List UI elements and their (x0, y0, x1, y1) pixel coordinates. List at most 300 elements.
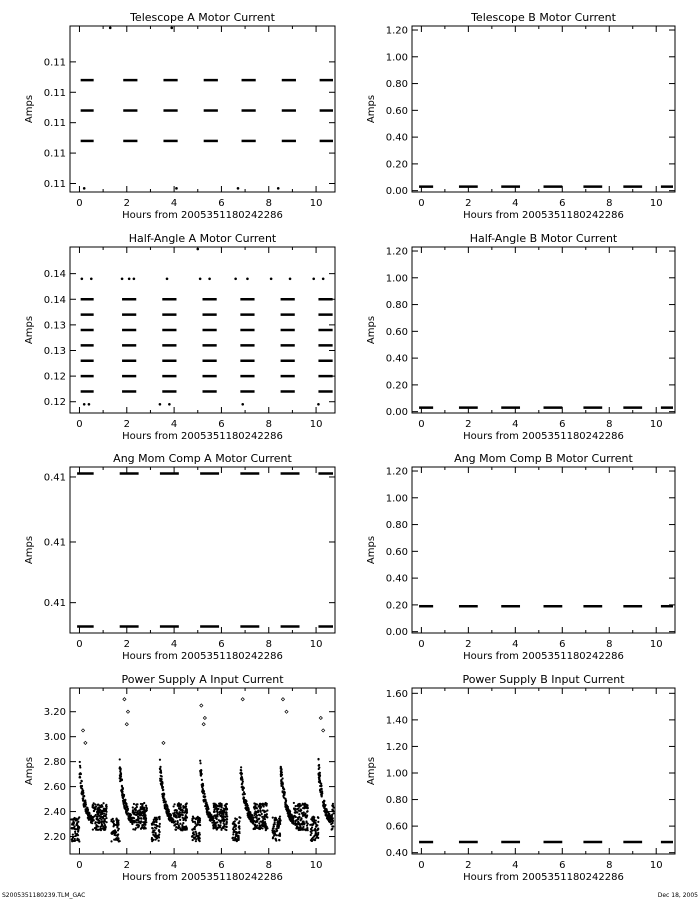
data-point (272, 836, 274, 838)
data-point (297, 803, 299, 805)
data-point (101, 804, 103, 806)
data-point (299, 819, 301, 821)
data-point (253, 814, 255, 816)
y-tick-label: 1.20 (385, 246, 408, 258)
y-tick-label: 0.80 (385, 300, 408, 312)
data-point (99, 805, 101, 807)
data-point (312, 837, 314, 839)
data-point (95, 827, 97, 829)
data-point (128, 813, 130, 815)
data-point (249, 817, 251, 819)
data-point (313, 839, 315, 841)
data-point (245, 807, 247, 809)
data-point (259, 825, 261, 827)
data-point (195, 818, 197, 820)
data-point (273, 825, 275, 827)
data-point (92, 828, 94, 830)
data-point (299, 806, 301, 808)
data-point (294, 815, 296, 817)
data-point (293, 807, 295, 809)
data-point (285, 799, 287, 801)
y-tick-label: 0.00 (385, 627, 408, 639)
x-axis-label: Hours from 2005351180242286 (463, 651, 624, 662)
data-point (160, 771, 162, 773)
data-point (279, 819, 281, 821)
data-point (260, 807, 262, 809)
x-tick-label: 0 (418, 198, 425, 209)
data-point (185, 819, 187, 821)
x-tick-label: 4 (170, 198, 178, 209)
data-point (192, 839, 194, 841)
plot-frame (412, 247, 675, 413)
data-point (175, 187, 178, 190)
data-point (119, 758, 121, 760)
data-point (100, 827, 102, 829)
data-point (123, 795, 125, 797)
data-point (186, 810, 188, 812)
data-point (254, 810, 256, 812)
data-point (199, 821, 201, 823)
data-point (194, 821, 196, 823)
cycle-4 (191, 760, 228, 843)
x-tick-label: 8 (606, 639, 613, 650)
y-tick-label: 0.14 (43, 269, 66, 281)
data-point (280, 769, 282, 771)
x-tick-label: 8 (265, 639, 272, 650)
data-point (238, 839, 240, 841)
data-point (174, 809, 176, 811)
data-point (304, 813, 306, 815)
y-tick-label: 1.00 (385, 493, 408, 505)
data-point (139, 817, 141, 819)
data-point (321, 788, 323, 790)
data-point (104, 808, 106, 810)
data-point (253, 806, 255, 808)
y-tick-label: 0.11 (43, 148, 66, 160)
data-point (143, 808, 145, 810)
data-point (278, 839, 280, 841)
cycle-3 (151, 759, 188, 843)
x-tick-label: 2 (465, 419, 472, 430)
data-point (235, 833, 237, 835)
data-point (241, 779, 243, 781)
chart-title: Ang Mom Comp B Motor Current (454, 452, 633, 465)
x-tick-label: 0 (418, 419, 425, 430)
data-point (139, 822, 141, 824)
data-point (141, 826, 143, 828)
data-point (225, 823, 227, 825)
data-point (317, 758, 319, 760)
data-point (213, 821, 215, 823)
data-point (224, 816, 226, 818)
data-point (330, 820, 332, 822)
x-tick-label: 6 (218, 419, 225, 430)
data-point (93, 819, 95, 821)
data-point (170, 27, 173, 30)
data-point (105, 826, 107, 828)
data-point (105, 817, 107, 819)
data-point (320, 794, 322, 796)
data-point (129, 816, 131, 818)
data-point (306, 821, 308, 823)
chart-panel-5 (70, 467, 335, 633)
data-point (294, 805, 296, 807)
y-tick-label: 0.20 (385, 159, 408, 171)
data-point (213, 823, 215, 825)
data-point (105, 813, 107, 815)
data-point (176, 816, 178, 818)
x-tick-label: 6 (218, 198, 225, 209)
data-point (121, 277, 124, 280)
y-tick-label: 3.20 (43, 707, 66, 719)
chart-panel-6 (412, 467, 675, 633)
data-point (119, 766, 121, 768)
data-point (116, 837, 118, 839)
chart-panel-2 (412, 26, 675, 192)
y-tick-label: 0.00 (385, 407, 408, 419)
data-point (182, 810, 184, 812)
data-point (261, 825, 263, 827)
data-point (173, 813, 175, 815)
data-point (139, 814, 141, 816)
data-point (276, 830, 278, 832)
data-point (254, 828, 256, 830)
outlier-point (123, 698, 126, 701)
data-point (96, 816, 98, 818)
x-tick-label: 6 (559, 639, 566, 650)
chart-title: Half-Angle B Motor Current (469, 232, 618, 245)
data-point (199, 840, 201, 842)
data-point (168, 403, 171, 406)
x-axis-label: Hours from 2005351180242286 (122, 651, 283, 662)
data-point (185, 806, 187, 808)
data-point (81, 788, 83, 790)
data-point (136, 819, 138, 821)
x-tick-label: 4 (512, 860, 519, 871)
x-tick-label: 0 (76, 419, 83, 430)
data-point (128, 277, 131, 280)
data-point (328, 819, 330, 821)
data-point (95, 806, 97, 808)
data-point (182, 822, 184, 824)
data-point (95, 821, 97, 823)
data-point (261, 816, 263, 818)
data-point (176, 820, 178, 822)
data-point (97, 804, 99, 806)
x-axis-label: Hours from 2005351180242286 (463, 872, 624, 883)
data-point (170, 814, 172, 816)
data-point (201, 791, 203, 793)
y-tick-label: 0.80 (385, 79, 408, 91)
y-tick-label: 0.14 (43, 294, 66, 306)
data-point (234, 277, 237, 280)
data-point (156, 825, 158, 827)
data-point (78, 816, 80, 818)
data-point (289, 277, 292, 280)
y-tick-label: 1.20 (385, 466, 408, 478)
data-point (154, 838, 156, 840)
data-point (202, 789, 204, 791)
data-point (220, 809, 222, 811)
data-point (238, 816, 240, 818)
data-point (185, 804, 187, 806)
data-point (199, 762, 201, 764)
data-point (225, 803, 227, 805)
chart-title: Power Supply A Input Current (121, 673, 284, 686)
x-tick-label: 6 (559, 198, 566, 209)
data-point (203, 796, 205, 798)
data-point (318, 776, 320, 778)
data-point (117, 819, 119, 821)
data-point (264, 803, 266, 805)
outlier-point (285, 710, 288, 713)
data-point (90, 277, 93, 280)
data-point (142, 815, 144, 817)
y-tick-label: 0.11 (43, 87, 66, 99)
data-point (156, 818, 158, 820)
data-point (318, 768, 320, 770)
data-point (322, 277, 325, 280)
data-point (315, 822, 317, 824)
data-point (277, 187, 280, 190)
data-point (279, 816, 281, 818)
data-point (280, 766, 282, 768)
data-point (332, 805, 334, 807)
y-tick-label: 2.80 (43, 757, 66, 769)
data-point (112, 821, 114, 823)
data-point (233, 829, 235, 831)
data-point (314, 829, 316, 831)
data-point (226, 813, 228, 815)
data-point (79, 773, 81, 775)
data-point (304, 828, 306, 830)
y-tick-label: 0.41 (43, 537, 66, 549)
data-point (217, 805, 219, 807)
data-point (121, 789, 123, 791)
data-point (131, 820, 133, 822)
data-point (314, 837, 316, 839)
data-point (331, 814, 333, 816)
x-tick-label: 10 (309, 419, 323, 430)
data-point (226, 808, 228, 810)
data-point (247, 805, 249, 807)
data-point (158, 825, 160, 827)
x-tick-label: 10 (309, 198, 323, 209)
data-point (103, 822, 105, 824)
data-point (136, 803, 138, 805)
data-point (274, 819, 276, 821)
plot-frame (70, 688, 335, 854)
y-axis-label: Amps (24, 94, 35, 124)
data-point (124, 806, 126, 808)
data-point (120, 773, 122, 775)
data-point (115, 831, 117, 833)
y-tick-label: 0.13 (43, 320, 66, 332)
data-point (215, 825, 217, 827)
y-tick-label: 0.11 (43, 178, 66, 190)
data-point (159, 403, 162, 406)
footer-filename: S2005351180239.TLM_GAC (2, 892, 86, 899)
data-point (110, 840, 112, 842)
data-point (145, 810, 147, 812)
data-point (205, 802, 207, 804)
data-point (198, 832, 200, 834)
data-point (96, 809, 98, 811)
data-point (73, 826, 75, 828)
data-point (158, 817, 160, 819)
x-tick-label: 10 (649, 198, 663, 209)
data-point (179, 811, 181, 813)
data-point (86, 807, 88, 809)
data-point (246, 277, 249, 280)
data-point (178, 816, 180, 818)
data-point (142, 821, 144, 823)
x-tick-label: 2 (123, 198, 130, 209)
data-point (191, 819, 193, 821)
x-tick-label: 4 (512, 198, 519, 209)
y-tick-label: 1.00 (385, 768, 408, 780)
data-point (73, 840, 75, 842)
data-point (93, 802, 95, 804)
data-point (155, 834, 157, 836)
data-point (163, 798, 165, 800)
data-point (152, 827, 154, 829)
data-point (320, 785, 322, 787)
x-tick-label: 8 (606, 860, 613, 871)
chart-title: Telescope A Motor Current (130, 11, 275, 24)
data-point (304, 805, 306, 807)
data-point (314, 820, 316, 822)
data-point (319, 791, 321, 793)
data-point (90, 814, 92, 816)
data-point (300, 817, 302, 819)
y-tick-label: 0.80 (385, 795, 408, 807)
data-point (241, 776, 243, 778)
y-tick-label: 1.00 (385, 273, 408, 285)
plot-frame (412, 467, 675, 633)
x-tick-label: 10 (309, 639, 323, 650)
y-tick-label: 2.60 (43, 782, 66, 794)
data-point (302, 820, 304, 822)
y-tick-label: 0.40 (385, 132, 408, 144)
data-point (235, 828, 237, 830)
data-point (310, 831, 312, 833)
footer-date: Dec 18, 2005 (657, 892, 698, 899)
data-point (111, 831, 113, 833)
data-point (166, 812, 168, 814)
data-point (179, 814, 181, 816)
data-point (125, 804, 127, 806)
data-point (208, 277, 211, 280)
data-point (233, 824, 235, 826)
x-tick-label: 2 (465, 860, 472, 871)
data-point (290, 820, 292, 822)
data-point (179, 819, 181, 821)
data-point (193, 828, 195, 830)
y-tick-label: 0.40 (385, 848, 408, 860)
data-point (72, 834, 74, 836)
data-point (244, 801, 246, 803)
data-point (172, 821, 174, 823)
data-point (79, 765, 81, 767)
data-point (258, 818, 260, 820)
plot-frame (412, 26, 675, 192)
x-tick-label: 4 (170, 860, 178, 871)
data-point (251, 821, 253, 823)
outlier-point (84, 741, 87, 744)
y-tick-label: 0.41 (43, 472, 66, 484)
outlier-point (162, 741, 165, 744)
data-point (283, 793, 285, 795)
data-point (258, 814, 260, 816)
data-point (316, 824, 318, 826)
data-point (243, 796, 245, 798)
data-point (102, 802, 104, 804)
data-point (216, 827, 218, 829)
x-tick-label: 6 (559, 860, 566, 871)
data-point (154, 817, 156, 819)
data-point (300, 826, 302, 828)
data-point (144, 814, 146, 816)
data-point (317, 821, 319, 823)
data-point (161, 775, 163, 777)
data-point (177, 827, 179, 829)
data-point (132, 809, 134, 811)
data-point (80, 780, 82, 782)
data-point (137, 815, 139, 817)
data-point (300, 809, 302, 811)
data-point (159, 766, 161, 768)
x-tick-label: 8 (265, 419, 272, 430)
data-point (121, 785, 123, 787)
outlier-point (200, 704, 203, 707)
data-point (151, 838, 153, 840)
data-point (302, 803, 304, 805)
data-point (158, 830, 160, 832)
data-point (217, 824, 219, 826)
data-point (117, 824, 119, 826)
cycle-2 (110, 758, 148, 842)
data-point (281, 777, 283, 779)
data-point (214, 803, 216, 805)
data-point (275, 840, 277, 842)
data-point (88, 403, 91, 406)
data-point (304, 802, 306, 804)
data-point (164, 804, 166, 806)
data-point (198, 837, 200, 839)
data-point (298, 813, 300, 815)
x-tick-label: 10 (649, 639, 663, 650)
data-point (132, 806, 134, 808)
data-point (250, 813, 252, 815)
y-tick-label: 0.40 (385, 353, 408, 365)
data-point (217, 808, 219, 810)
data-point (98, 820, 100, 822)
data-point (168, 811, 170, 813)
data-point (260, 803, 262, 805)
data-point (263, 805, 265, 807)
data-point (81, 277, 84, 280)
data-point (306, 828, 308, 830)
data-point (265, 815, 267, 817)
data-point (238, 826, 240, 828)
chart-title: Telescope B Motor Current (471, 11, 616, 24)
y-tick-label: 0.40 (385, 573, 408, 585)
data-point (155, 832, 157, 834)
plot-frame (70, 26, 335, 192)
series-1 (81, 299, 333, 391)
x-tick-label: 10 (649, 860, 663, 871)
